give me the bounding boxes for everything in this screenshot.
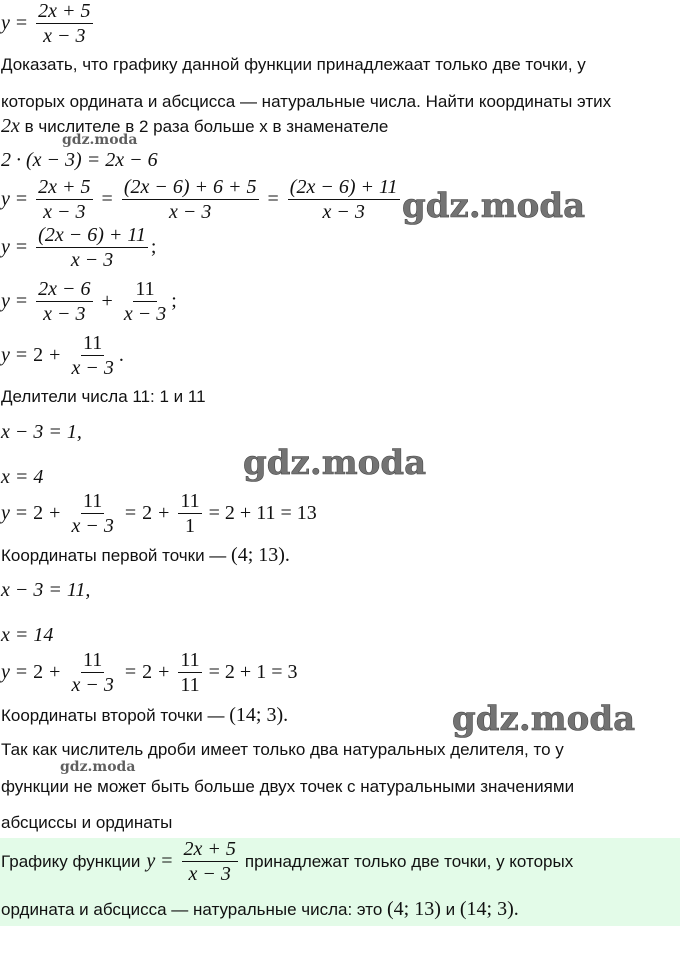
- var-y: y: [1, 236, 10, 258]
- numerator: 11: [83, 332, 103, 354]
- plus-sign: +: [49, 661, 61, 683]
- case1-formula: x − 3 = 1,: [1, 421, 82, 443]
- fraction: [288, 176, 400, 223]
- transform-formula-4: [1, 332, 124, 379]
- answer-point-2: (14; 3).: [459, 898, 519, 920]
- eq-sign: =: [267, 188, 279, 210]
- semicolon: ;: [171, 290, 177, 312]
- plus-sign: +: [49, 502, 61, 524]
- answer-text: Графику функции: [1, 851, 141, 871]
- plus-sign: +: [49, 344, 61, 366]
- var-y: y: [1, 661, 10, 683]
- numerator: 11: [83, 649, 103, 671]
- first-point-label: Координаты первой точки —: [1, 546, 227, 565]
- case1-computation: [1, 490, 317, 537]
- eq-sign: =: [15, 502, 28, 524]
- term-2x: 2x: [1, 115, 20, 137]
- denominator: x − 3: [71, 515, 114, 537]
- transform-formula-2: [1, 224, 156, 271]
- divisors-line: Делители числа 11: 1 и 11: [1, 387, 206, 406]
- denominator: x − 3: [123, 303, 167, 325]
- const-2: 2: [33, 344, 44, 366]
- eq-sign: =: [124, 661, 137, 683]
- denominator: x − 3: [168, 201, 212, 223]
- denominator: x − 3: [43, 201, 86, 223]
- reason-text-3: абсциссы и ординаты: [1, 813, 173, 832]
- numerator: (2x − 6) + 11: [38, 224, 146, 246]
- fraction: [182, 838, 238, 885]
- fraction: [36, 224, 148, 271]
- denominator: x − 3: [71, 674, 114, 696]
- answer-conjunction: и: [445, 900, 456, 919]
- fraction: [122, 176, 259, 223]
- eq-sign: =: [101, 188, 113, 210]
- second-point-line: [1, 705, 288, 726]
- eq-sign: =: [15, 290, 28, 312]
- denominator: x − 3: [43, 303, 86, 325]
- numerator: 2x + 5: [38, 176, 91, 198]
- second-point-value: (14; 3).: [229, 704, 289, 726]
- denominator: x − 3: [322, 201, 365, 223]
- const-2: 2: [33, 502, 44, 524]
- expand-formula: 2 · (x − 3) = 2x − 6: [1, 149, 158, 171]
- eq-sign: =: [15, 236, 28, 258]
- result: = 2 + 1 = 3: [208, 661, 298, 683]
- var-y: y: [1, 188, 10, 210]
- case2-computation: [1, 649, 298, 696]
- result: = 2 + 11 = 13: [208, 502, 317, 524]
- numerator: 2x + 5: [183, 838, 236, 860]
- answer-line-2: [1, 899, 519, 920]
- const-2: 2: [142, 502, 153, 524]
- x-value: x = 4: [1, 466, 44, 488]
- eq-sign: =: [15, 188, 28, 210]
- eq-sign: =: [124, 502, 137, 524]
- answer-text: принадлежат только две точки, у которых: [244, 851, 574, 871]
- numerator: (2x − 6) + 11: [289, 176, 398, 198]
- eq-sign: =: [161, 850, 173, 872]
- plus-sign: +: [101, 290, 113, 312]
- task-text-2: которых ордината и абсцисса — натуральные числа. Найти координаты этих: [1, 92, 612, 111]
- watermark-small: gdz.moda: [62, 132, 138, 148]
- period: .: [118, 344, 124, 366]
- x-value: x = 14: [1, 624, 54, 646]
- answer-text: ордината и абсцисса — натуральные числа: это: [1, 900, 383, 919]
- answer-point-1: (4; 13): [387, 898, 441, 920]
- semicolon: ;: [150, 236, 157, 258]
- fraction: [122, 278, 168, 325]
- reason-text-2: функции не может быть больше двух точек с натуральными значениями: [1, 777, 575, 796]
- plus-sign: +: [158, 502, 170, 524]
- var-y: y: [1, 12, 10, 34]
- var-y: y: [1, 502, 10, 524]
- task-text-1: Доказать, что графику данной функции принадлежаат только две точки, у: [1, 55, 586, 74]
- case1-x: [1, 467, 43, 488]
- numerator: 2x − 6: [38, 278, 91, 300]
- denominator: x − 3: [70, 249, 114, 271]
- transform-formula-1: [1, 176, 403, 223]
- numerator: (2x − 6) + 6 + 5: [123, 176, 257, 198]
- denominator: 1: [185, 515, 196, 537]
- var-y: y: [1, 290, 10, 312]
- case2-formula: x − 3 = 11,: [1, 579, 91, 601]
- denominator: x − 3: [43, 25, 86, 47]
- numerator: 11: [83, 490, 103, 512]
- first-point-line: [1, 545, 290, 566]
- const-2: 2: [33, 661, 44, 683]
- watermark: gdz.moda: [402, 186, 586, 226]
- case2-equation: [1, 580, 90, 601]
- numerator: 11: [180, 490, 200, 512]
- watermark: gdz.moda: [243, 443, 427, 483]
- numerator: 11: [180, 649, 200, 671]
- numerator: 2x + 5: [38, 0, 91, 22]
- transform-formula-3: [1, 278, 177, 325]
- fraction: [69, 649, 115, 696]
- eq-sign: =: [15, 661, 28, 683]
- hint-line: [1, 116, 388, 137]
- case1-equation: [1, 422, 82, 443]
- fraction: [36, 0, 92, 47]
- fraction: [69, 490, 115, 537]
- reason-text-1: Так как числитель дроби имеет только два натуральных делителя, то у: [1, 740, 564, 759]
- answer-line-1: [1, 838, 573, 885]
- plus-sign: +: [158, 661, 170, 683]
- fraction: [36, 176, 92, 223]
- denominator: 11: [180, 674, 200, 696]
- case2-x: [1, 625, 53, 646]
- second-point-label: Координаты второй точки —: [1, 706, 225, 725]
- fraction: [69, 332, 115, 379]
- var-y: y: [1, 344, 10, 366]
- fraction: [178, 649, 201, 696]
- hint-text: в числителе в 2 раза больше x в знаменателе: [24, 117, 389, 136]
- first-point-value: (4; 13).: [231, 544, 290, 566]
- eq-sign: =: [15, 12, 28, 34]
- numerator: 11: [135, 278, 155, 300]
- eq-sign: =: [15, 344, 28, 366]
- watermark: gdz.moda: [452, 699, 636, 739]
- const-2: 2: [142, 661, 153, 683]
- fraction: [36, 278, 92, 325]
- denominator: x − 3: [188, 863, 231, 885]
- expand-line: [1, 150, 158, 171]
- var-y: y: [146, 850, 156, 872]
- function-formula: [1, 0, 96, 47]
- denominator: x − 3: [71, 357, 114, 379]
- watermark-small: gdz.moda: [60, 759, 136, 775]
- fraction: [178, 490, 201, 537]
